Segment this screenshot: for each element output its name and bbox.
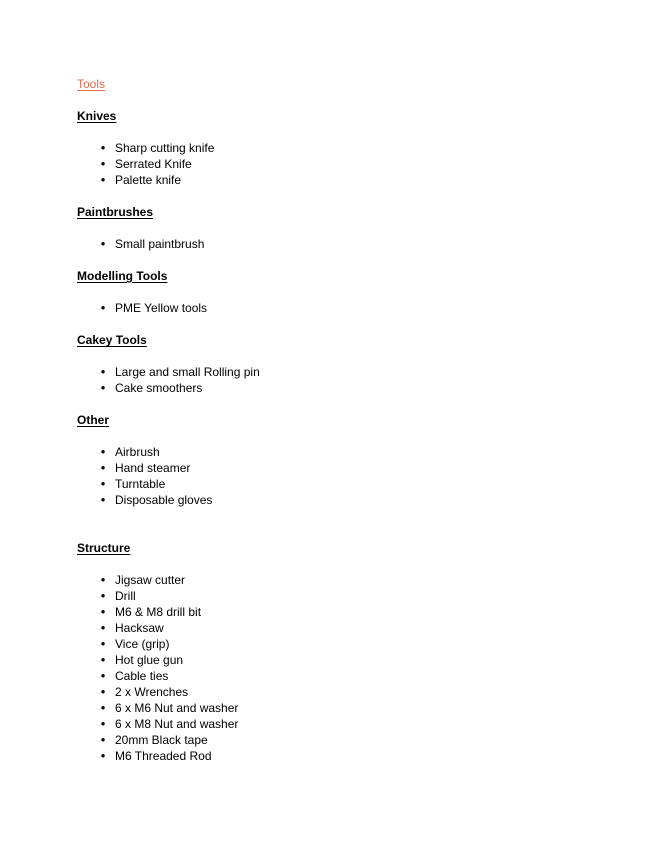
list-item-label: PME Yellow tools — [115, 301, 208, 315]
bullet-icon: ● — [100, 463, 106, 472]
list-item — [77, 460, 577, 476]
bullet-icon: ● — [100, 447, 106, 456]
list-item — [77, 492, 577, 508]
bullet-icon: ● — [100, 703, 106, 712]
section-heading: Knives — [77, 109, 117, 123]
list-item-label: Small paintbrush — [115, 237, 205, 251]
list-item — [77, 636, 577, 652]
list-item-label: M6 Threaded Rod — [115, 749, 212, 763]
bullet-icon: ● — [100, 639, 106, 648]
bullet-list — [77, 300, 577, 316]
list-item — [77, 444, 577, 460]
bullet-icon: ● — [100, 751, 106, 760]
list-item-label: Hacksaw — [115, 621, 164, 635]
list-item — [77, 732, 577, 748]
list-item-label: M6 & M8 drill bit — [115, 605, 202, 619]
bullet-icon: ● — [100, 607, 106, 616]
bullet-list — [77, 236, 577, 252]
bullet-icon: ● — [100, 575, 106, 584]
section-heading: Other — [77, 413, 110, 427]
list-item — [77, 748, 577, 764]
list-item — [77, 668, 577, 684]
list-item — [77, 300, 577, 316]
list-item — [77, 604, 577, 620]
list-item-label: Airbrush — [115, 445, 160, 459]
bullet-icon: ● — [100, 367, 106, 376]
list-item-label: 6 x M8 Nut and washer — [115, 717, 239, 731]
list-item — [77, 172, 577, 188]
list-item — [77, 572, 577, 588]
section-other — [77, 412, 577, 508]
bullet-list — [77, 364, 577, 396]
bullet-icon: ● — [100, 719, 106, 728]
list-item — [77, 620, 577, 636]
list-item — [77, 140, 577, 156]
section-heading: Structure — [77, 541, 131, 555]
list-item-label: Turntable — [115, 477, 166, 491]
bullet-icon: ● — [100, 495, 106, 504]
list-item — [77, 716, 577, 732]
list-item — [77, 236, 577, 252]
list-item-label: Disposable gloves — [115, 493, 213, 507]
bullet-icon: ● — [100, 655, 106, 664]
bullet-icon: ● — [100, 303, 106, 312]
section-modelling-tools — [77, 268, 577, 316]
list-item-label: Sharp cutting knife — [115, 141, 215, 155]
list-item-label: Hand steamer — [115, 461, 191, 475]
list-item-label: 20mm Black tape — [115, 733, 208, 747]
bullet-list — [77, 444, 577, 508]
list-item — [77, 700, 577, 716]
list-item-label: Hot glue gun — [115, 653, 184, 667]
list-item — [77, 476, 577, 492]
bullet-list — [77, 572, 577, 764]
section-knives — [77, 108, 577, 188]
list-item-label: Cake smoothers — [115, 381, 203, 395]
list-item — [77, 364, 577, 380]
bullet-icon: ● — [100, 735, 106, 744]
section-structure — [77, 540, 577, 764]
list-item — [77, 684, 577, 700]
list-item — [77, 588, 577, 604]
list-item — [77, 652, 577, 668]
bullet-icon: ● — [100, 623, 106, 632]
page-title[interactable]: Tools — [77, 77, 106, 91]
bullet-icon: ● — [100, 143, 106, 152]
bullet-icon: ● — [100, 479, 106, 488]
section-cakey-tools — [77, 332, 577, 396]
list-item-label: Large and small Rolling pin — [115, 365, 260, 379]
bullet-icon: ● — [100, 159, 106, 168]
list-item — [77, 156, 577, 172]
bullet-icon: ● — [100, 591, 106, 600]
section-heading: Modelling Tools — [77, 269, 168, 283]
list-item-label: Serrated Knife — [115, 157, 192, 171]
section-heading: Cakey Tools — [77, 333, 147, 347]
bullet-icon: ● — [100, 671, 106, 680]
bullet-icon: ● — [100, 175, 106, 184]
list-item-label: Vice (grip) — [115, 637, 170, 651]
bullet-icon: ● — [100, 687, 106, 696]
bullet-list — [77, 140, 577, 188]
list-item-label: Jigsaw cutter — [115, 573, 186, 587]
list-item-label: Cable ties — [115, 669, 169, 683]
list-item — [77, 380, 577, 396]
bullet-icon: ● — [100, 239, 106, 248]
list-item-label: Drill — [115, 589, 136, 603]
bullet-icon: ● — [100, 383, 106, 392]
list-item-label: 2 x Wrenches — [115, 685, 189, 699]
section-paintbrushes — [77, 204, 577, 252]
list-item-label: 6 x M6 Nut and washer — [115, 701, 239, 715]
section-heading: Paintbrushes — [77, 205, 154, 219]
list-item-label: Palette knife — [115, 173, 182, 187]
